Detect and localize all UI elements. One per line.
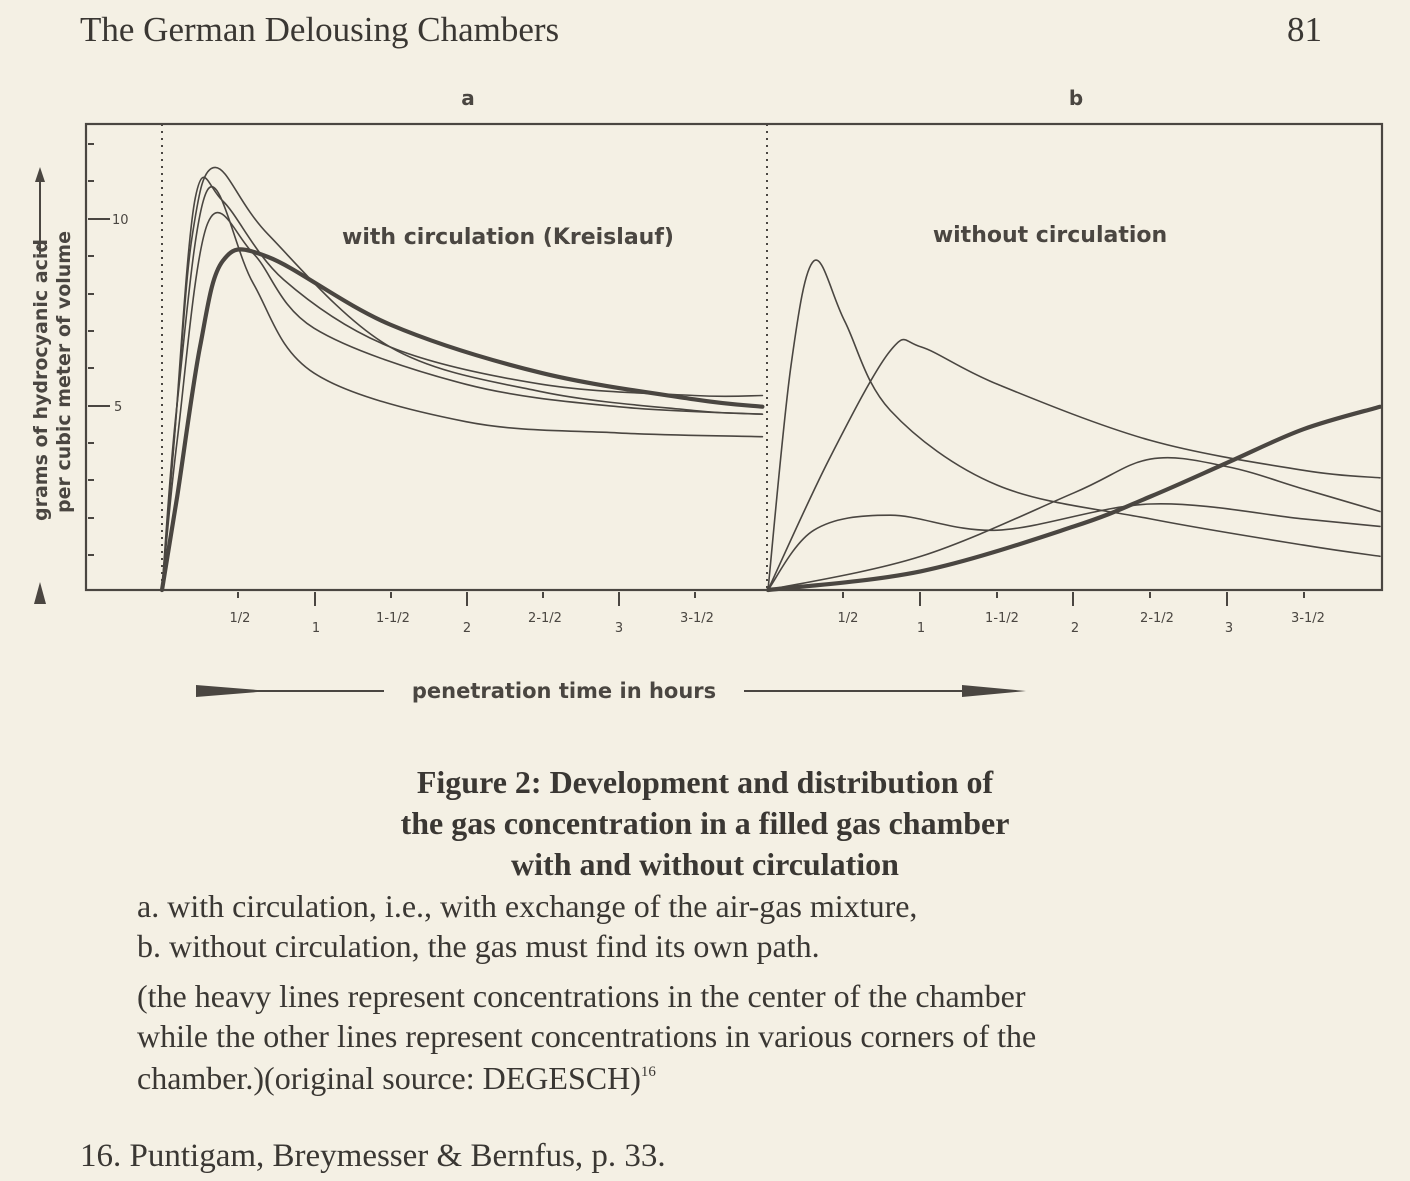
panel-b-letter: b	[1068, 86, 1084, 110]
x-tick-label: 2-1/2	[1140, 611, 1174, 626]
y-tick-label-10: 10	[112, 213, 129, 228]
panel-a-title: with circulation (Kreislauf)	[342, 225, 674, 250]
y-tick-label-5: 5	[114, 400, 123, 415]
panel-a-corner-line-4	[162, 213, 762, 590]
x-tick-label: 1/2	[837, 611, 859, 626]
x-ticks	[238, 592, 1304, 606]
running-head: The German Delousing Chambers	[80, 10, 560, 49]
x-tick-label: 1-1/2	[376, 611, 410, 626]
x-tick-label: 1-1/2	[985, 611, 1019, 626]
x-tick-label: 2-1/2	[528, 611, 562, 626]
page-number: 81	[1287, 10, 1322, 49]
caption-line1: Figure 2: Development and distribution of	[416, 764, 994, 800]
caption-line2: the gas concentration in a filled gas chamber	[400, 805, 1010, 841]
panel-a-letter: a	[461, 86, 475, 110]
x-tick-label: 1/2	[229, 611, 251, 626]
x-tick-label: 3	[1224, 621, 1234, 636]
chart-frame	[86, 124, 1382, 590]
note-para-line2: while the other lines represent concentrations in various corners of the	[137, 1018, 1037, 1054]
figure-caption	[0, 762, 1410, 885]
panel-b-corner-line-4	[768, 458, 1380, 590]
note-a: a. with circulation, i.e., with exchange of the air-gas mixture,	[137, 888, 918, 924]
caption-line3: with and without circulation	[511, 846, 899, 882]
panel-b-center-heavy-line	[768, 407, 1380, 590]
note-para-line1: (the heavy lines represent concentrations in the center of the chamber	[137, 978, 1026, 1014]
x-tick-label: 3-1/2	[1291, 611, 1325, 626]
x-axis-arrow-head-icon	[962, 685, 1026, 697]
x-tick-label: 3-1/2	[680, 611, 714, 626]
x-axis-label-group	[196, 679, 1026, 703]
y-axis	[88, 144, 129, 555]
y-axis-arrow-head-icon	[35, 167, 45, 182]
x-tick-label: 1	[916, 621, 926, 636]
x-tick-labels-a	[230, 611, 714, 636]
x-axis-label: penetration time in hours	[411, 679, 717, 703]
panel-b-corner-line-2	[768, 340, 1380, 590]
footnote-reference: 16	[640, 1064, 656, 1080]
panel-b-corner-line-3	[768, 504, 1380, 590]
note-b: b. without circulation, the gas must find its own path.	[137, 928, 820, 964]
note-para-line3-wrap	[137, 1060, 656, 1097]
y-axis-label-line1: grams of hydrocyanic acid	[30, 239, 52, 521]
x-tick-labels-b	[838, 611, 1325, 636]
x-tick-label: 2	[1070, 621, 1080, 636]
y-axis-label-line2: per cubic meter of volume	[53, 231, 75, 513]
y-axis-label	[30, 142, 75, 604]
note-para-line3: chamber.)(original source: DEGESCH)	[137, 1060, 641, 1096]
y-minor-ticks	[88, 144, 94, 555]
x-tick-label: 1	[311, 621, 321, 636]
panel-b-corner-line-1	[768, 260, 1380, 590]
y-axis-arrow-tail-icon	[34, 582, 46, 604]
panel-a-center-heavy-line	[162, 249, 762, 590]
footnote: 16. Puntigam, Breymesser & Bernfus, p. 33.	[80, 1138, 666, 1174]
x-tick-label: 2	[462, 621, 472, 636]
panel-b-title: without circulation	[932, 223, 1168, 248]
x-tick-label: 3	[614, 621, 624, 636]
